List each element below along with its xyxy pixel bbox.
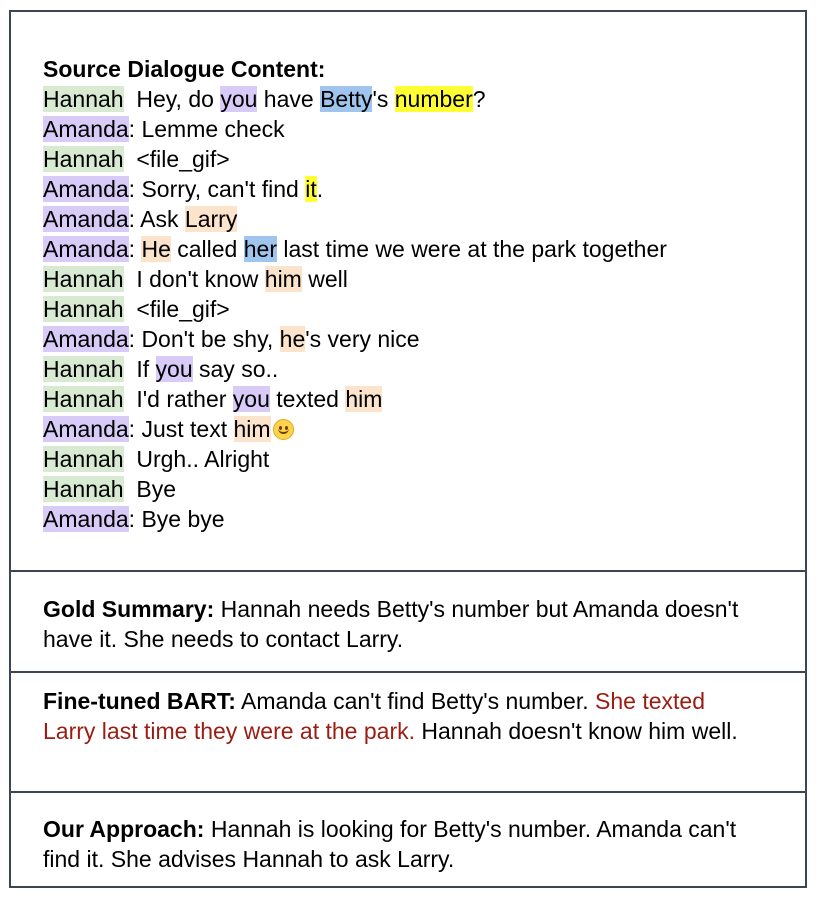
utterance-text: well (301, 266, 348, 292)
gold-summary-section (11, 594, 751, 654)
speaker-name: Amanda (43, 416, 129, 442)
dialogue-line (43, 324, 805, 354)
dialogue-line (43, 474, 805, 504)
utterance-text: If (123, 356, 156, 382)
speaker-name: Amanda (43, 326, 129, 352)
dialogue-line (43, 174, 805, 204)
speaker-name: Hannah (43, 146, 124, 172)
utterance-text: : Sorry, can't find (128, 176, 306, 202)
speaker-name: Hannah (43, 386, 124, 412)
slightly-smiling-face-icon (273, 419, 294, 440)
utterance-text: Bye (123, 476, 176, 502)
utterance-text: . (316, 176, 324, 202)
coreference-mention: him (264, 266, 302, 292)
utterance-text: ? (472, 86, 486, 112)
bart-hallucinated-text: She texted Larry last time they were at the park. (43, 688, 705, 744)
dialogue-line (43, 144, 805, 174)
coreference-mention: he (279, 326, 306, 352)
coreference-mention: him (345, 386, 383, 412)
utterance-text: : Just text (128, 416, 234, 442)
dialogue-line (43, 504, 805, 534)
coreference-mention: Betty (320, 86, 373, 112)
bart-summary-text: Amanda can't find Betty's number. (235, 688, 596, 714)
dialogue-line (43, 204, 805, 234)
utterance-text: <file_gif> (123, 296, 230, 322)
coreference-mention: Larry (184, 206, 238, 232)
utterance-text: Hey, do (123, 86, 221, 112)
source-dialogue-heading: Source Dialogue Content: (43, 56, 326, 82)
utterance-text: : (128, 236, 142, 262)
speaker-name: Hannah (43, 86, 124, 112)
speaker-name: Amanda (43, 116, 129, 142)
utterance-text: : Don't be shy, (128, 326, 280, 352)
speaker-name: Amanda (43, 506, 129, 532)
utterance-text: texted (269, 386, 346, 412)
our-approach-label: Our Approach: (43, 816, 205, 842)
dialogue-line (43, 384, 805, 414)
source-dialogue-section (11, 54, 805, 534)
section-divider (11, 570, 805, 572)
dialogue-line (43, 414, 805, 444)
coreference-mention: He (141, 236, 171, 262)
dialogue-lines (43, 84, 805, 534)
gold-summary-text: Hannah needs Betty's number but Amanda doesn't have it. She needs to contact Larry. (43, 596, 739, 652)
utterance-text: have (257, 86, 321, 112)
bart-summary-text-end: Hannah doesn't know him well. (415, 718, 738, 744)
coreference-mention: you (155, 356, 193, 382)
utterance-text: last time we were at the park together (276, 236, 667, 262)
dialogue-line (43, 294, 805, 324)
speaker-name: Hannah (43, 476, 124, 502)
coreference-mention: you (232, 386, 270, 412)
utterance-text: 's very nice (305, 326, 420, 352)
bart-summary-section (11, 686, 751, 746)
speaker-name: Amanda (43, 176, 129, 202)
coreference-mention: him (233, 416, 271, 442)
utterance-text: say so.. (192, 356, 279, 382)
speaker-name: Hannah (43, 266, 124, 292)
coreference-mention: it (305, 176, 317, 202)
utterance-text: : Ask (128, 206, 185, 232)
utterance-text: <file_gif> (123, 146, 230, 172)
utterance-text: 's (372, 86, 395, 112)
speaker-name: Hannah (43, 356, 124, 382)
dialogue-line (43, 234, 805, 264)
utterance-text: : Bye bye (128, 506, 225, 532)
dialogue-line (43, 444, 805, 474)
dialogue-line (43, 114, 805, 144)
figure-frame (9, 10, 807, 888)
dialogue-line (43, 354, 805, 384)
gold-summary-label: Gold Summary: (43, 596, 215, 622)
bart-summary-label: Fine-tuned BART: (43, 688, 236, 714)
our-approach-section (11, 814, 751, 874)
utterance-text: : Lemme check (128, 116, 285, 142)
utterance-text: I'd rather (123, 386, 233, 412)
section-divider (11, 791, 805, 793)
speaker-name: Hannah (43, 296, 124, 322)
utterance-text: called (170, 236, 244, 262)
section-divider (11, 671, 805, 673)
our-approach-text: Hannah is looking for Betty's number. Amanda can't find it. She advises Hannah to ask Larry. (43, 816, 737, 872)
dialogue-line (43, 84, 805, 114)
coreference-mention: you (220, 86, 258, 112)
speaker-name: Hannah (43, 446, 124, 472)
dialogue-line (43, 264, 805, 294)
speaker-name: Amanda (43, 236, 129, 262)
utterance-text: I don't know (123, 266, 265, 292)
utterance-text: Urgh.. Alright (123, 446, 270, 472)
coreference-mention: her (243, 236, 277, 262)
coreference-mention: number (394, 86, 473, 112)
speaker-name: Amanda (43, 206, 129, 232)
